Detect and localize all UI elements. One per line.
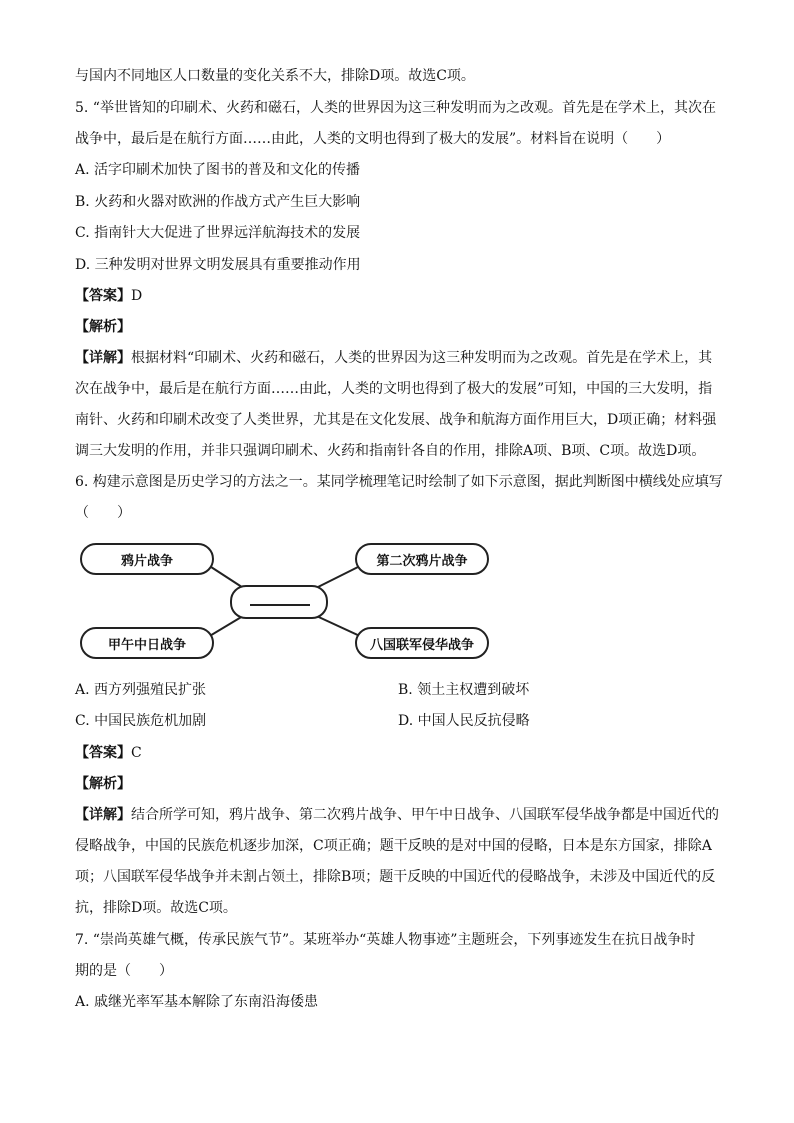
question-7-stem-cont: 期的是（ ） [75,963,173,979]
q6-detail-line: 侵略战争，中国的民族危机逐步加深，C项正确；题干反映的是对中国的侵略，日本是东方国家，排除A [75,838,712,854]
q7-option-a: A. 戚继光率军基本解除了东南沿海倭患 [75,994,319,1010]
answer-label: 【答案】 [75,745,131,761]
node-eight-nation-alliance: 八国联军侵华战争 [355,627,489,659]
question-5-stem-cont: 战争中，最后是在航行方面……由此，人类的文明也得到了极大的发展”。材料旨在说明（ ） [75,131,671,147]
q6-option-b: B. 领土主权遭到破坏 [398,682,530,698]
q5-option-c: C. 指南针大大促进了世界远洋航海技术的发展 [75,225,361,241]
q6-analysis-label: 【解析】 [75,776,131,792]
fill-in-blank [250,604,310,606]
text-line: 与国内不同地区人口数量的变化关系不大，排除D项。故选C项。 [75,68,475,84]
detail-label: 【详解】 [75,807,131,823]
q6-detail [75,805,719,825]
q5-option-b: B. 火药和火器对欧洲的作战方式产生巨大影响 [75,194,361,210]
q6-detail-line: 抗，排除D项。故选C项。 [75,900,237,916]
node-center-blank [230,585,328,619]
detail-text: 结合所学可知，鸦片战争、第二次鸦片战争、甲午中日战争、八国联军侵华战争都是中国近代的 [131,807,719,823]
answer-value: D [131,288,143,304]
question-7-stem: 7. “崇尚英雄气概，传承民族气节”。某班举办“英雄人物事迹”主题班会，下列事迹发生在抗日战争时 [75,932,696,948]
concept-diagram [78,541,492,663]
q6-option-a: A. 西方列强殖民扩张 [75,682,207,698]
answer-value: C [131,745,142,761]
question-5-stem: 5. “举世皆知的印刷术、火药和磁石，人类的世界因为这三种发明而为之改观。首先是在学术上，其次在 [75,100,716,116]
q5-option-a: A. 活字印刷术加快了图书的普及和文化的传播 [75,162,361,178]
q5-option-d: D. 三种发明对世界文明发展具有重要推动作用 [75,257,361,273]
q5-answer [75,286,142,306]
question-6-stem: 6. 构建示意图是历史学习的方法之一。某同学梳理笔记时绘制了如下示意图，据此判断图中横线处应填写 [75,474,723,490]
q6-option-d: D. 中国人民反抗侵略 [398,713,530,729]
q6-option-c: C. 中国民族危机加剧 [75,713,207,729]
node-second-opium-war: 第二次鸦片战争 [355,543,489,575]
q5-detail-line: 次在战争中，最后是在航行方面……由此，人类的文明也得到了极大的发展”可知，中国的三大发明，指 [75,381,713,397]
q5-analysis-label: 【解析】 [75,319,131,335]
q5-detail [75,348,712,368]
detail-text: 根据材料“印刷术、火药和磁石，人类的世界因为这三种发明而为之改观。首先是在学术上，其 [131,350,713,366]
q5-detail-line: 南针、火药和印刷术改变了人类世界，尤其是在文化发展、战争和航海方面作用巨大，D项正确；材料强 [75,412,717,428]
question-6-stem-cont: （ ） [75,505,131,521]
node-sino-japanese-war: 甲午中日战争 [80,627,214,659]
answer-label: 【答案】 [75,288,131,304]
detail-label: 【详解】 [75,350,131,366]
node-opium-war: 鸦片战争 [80,543,214,575]
q6-answer [75,743,142,763]
q5-detail-line: 调三大发明的作用，并非只强调印刷术、火药和指南针各自的作用，排除A项、B项、C项。故选D项。 [75,443,706,459]
q6-detail-line: 项；八国联军侵华战争并未割占领土，排除B项；题干反映的中国近代的侵略战争，未涉及中国近代的反 [75,869,716,885]
